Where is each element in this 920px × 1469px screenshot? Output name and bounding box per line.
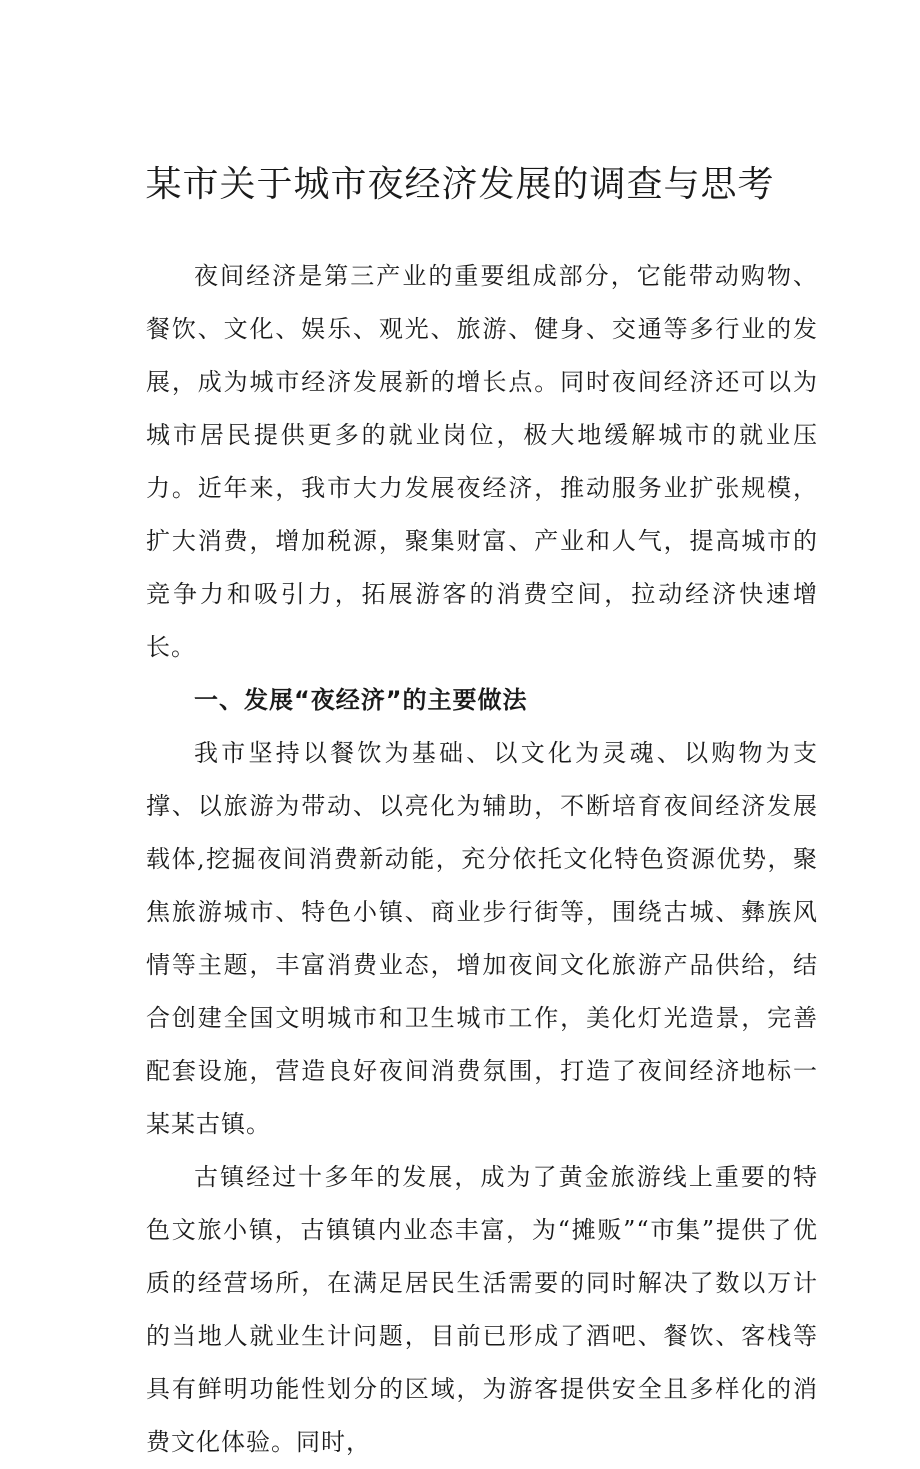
document-title: 某市关于城市夜经济发展的调查与思考 (145, 164, 775, 205)
section-paragraph-1: 我市坚持以餐饮为基础、以文化为灵魂、以购物为支撑、以旅游为带动、以亮化为辅助，不断培育夜间经济发展载体,挖掘夜间消费新动能，充分依托文化特色资源优势，聚焦旅游城市、特色小镇、商业步行街等，围绕古城、彝族风情等主题，丰富消费业态，增加夜间文化旅游产品供给，结合创建全国文明城市和卫生城市工作，美化灯光造景，完善配套设施，营造良好夜间消费氛围，打造了夜间经济地标一某某古镇。 (146, 739, 818, 1138)
intro-paragraph: 夜间经济是第三产业的重要组成部分，它能带动购物、餐饮、文化、娱乐、观光、旅游、健身、交通等多行业的发展，成为城市经济发展新的增长点。同时夜间经济还可以为城市居民提供更多的就业岗位，极大地缓解城市的就业压力。近年来，我市大力发展夜经济，推动服务业扩张规模，扩大消费，增加税源，聚集财富、产业和人气，提高城市的竞争力和吸引力，拓展游客的消费空间，拉动经济快速增长。 (146, 262, 818, 661)
section-paragraph-2: 古镇经过十多年的发展，成为了黄金旅游线上重要的特色文旅小镇，古镇镇内业态丰富，为“摊贩”“市集”提供了优质的经营场所，在满足居民生活需要的同时解决了数以万计的当地人就业生计问题，目前已形成了酒吧、餐饮、客栈等具有鲜明功能性划分的区域，为游客提供安全且多样化的消费文化体验。同时， (146, 1163, 818, 1456)
section-heading: 一、发展“夜经济”的主要做法 (194, 686, 528, 714)
document-body (146, 250, 818, 1469)
